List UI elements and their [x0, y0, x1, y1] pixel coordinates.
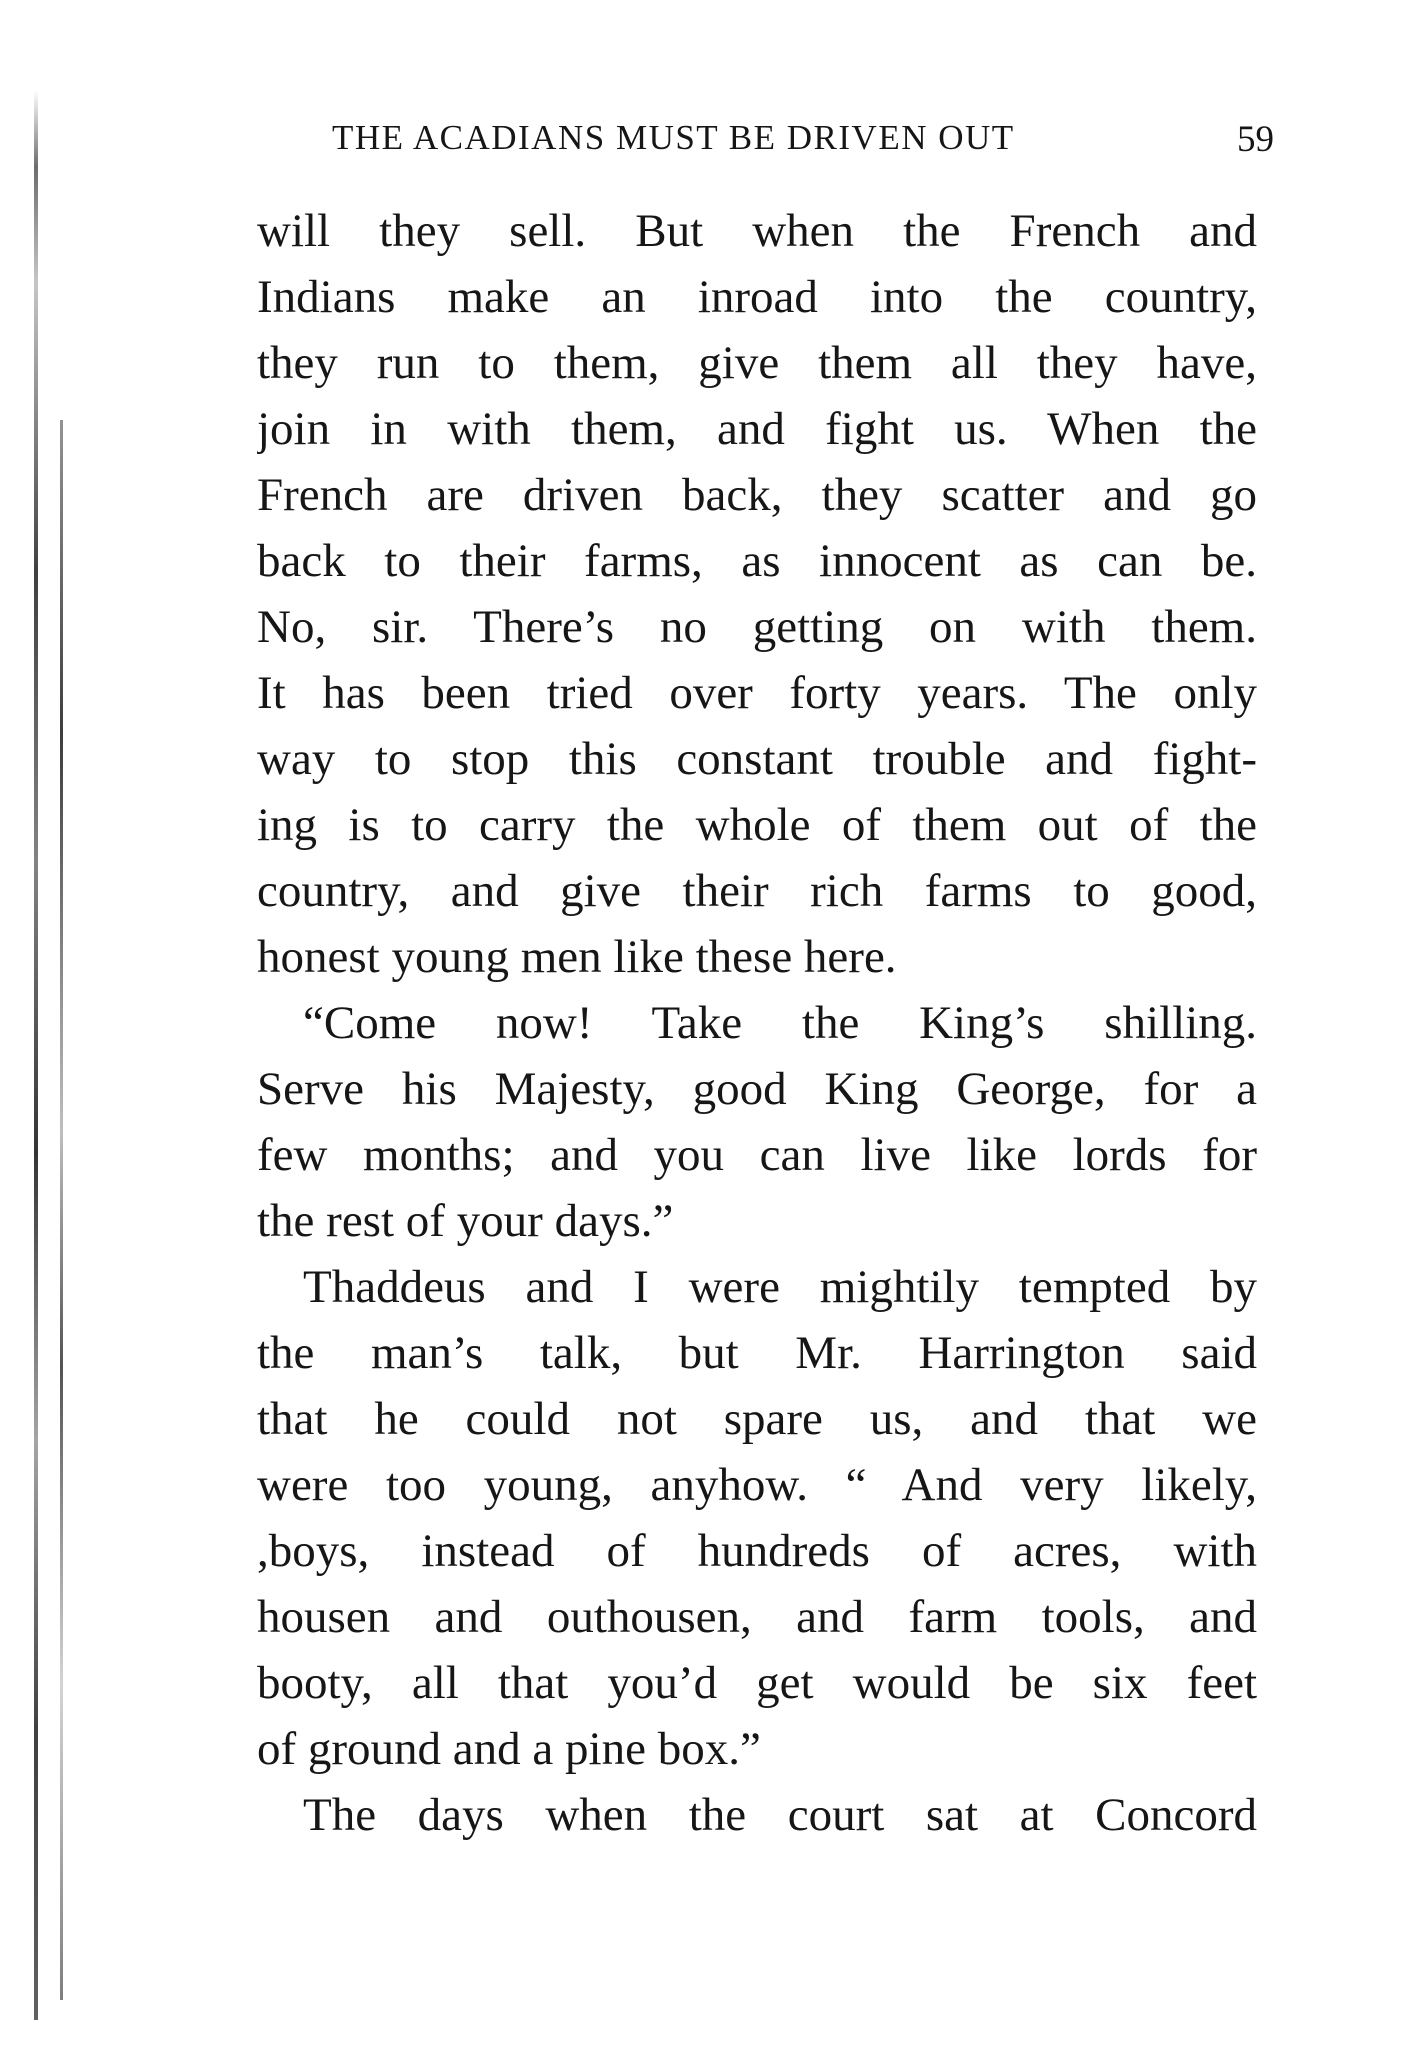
text-line: No, sir. There’s no getting on with them. — [257, 601, 1257, 653]
text-line: Serve his Majesty, good King George, for a — [257, 1063, 1257, 1115]
text-line: Indians make an inroad into the country, — [257, 271, 1257, 323]
text-line: that he could not spare us, and that we — [257, 1393, 1257, 1445]
text-line: way to stop this constant trouble and fight- — [257, 733, 1257, 785]
running-title: THE ACADIANS MUST BE DRIVEN OUT — [332, 118, 1015, 157]
text-line: few months; and you can live like lords for — [257, 1129, 1257, 1181]
text-line: The days when the court sat at Concord — [303, 1789, 1257, 1841]
page-number: 59 — [1237, 119, 1274, 160]
text-line: join in with them, and fight us. When the — [257, 403, 1257, 455]
text-line: country, and give their rich farms to good, — [257, 865, 1257, 917]
binding-shadow-inner — [60, 420, 63, 2000]
text-line: they run to them, give them all they have, — [257, 337, 1257, 389]
text-line: housen and outhousen, and farm tools, and — [257, 1591, 1257, 1643]
text-line: “Come now! Take the King’s shilling. — [303, 997, 1257, 1049]
text-line: of ground and a pine box.” — [257, 1723, 761, 1775]
binding-shadow — [34, 90, 38, 2020]
text-line: honest young men like these here. — [257, 931, 897, 983]
text-line: booty, all that you’d get would be six feet — [257, 1657, 1257, 1709]
text-line: ing is to carry the whole of them out of the — [257, 799, 1257, 851]
text-line: Thaddeus and I were mightily tempted by — [303, 1261, 1257, 1313]
text-line: the rest of your days.” — [257, 1195, 674, 1247]
text-line: French are driven back, they scatter and go — [257, 469, 1257, 521]
text-line: back to their farms, as innocent as can be. — [257, 535, 1257, 587]
text-line: will they sell. But when the French and — [257, 205, 1257, 257]
text-line: the man’s talk, but Mr. Harrington said — [257, 1327, 1257, 1379]
running-head — [332, 112, 1274, 164]
text-line: ,boys, instead of hundreds of acres, with — [257, 1525, 1257, 1577]
body-text — [257, 198, 1257, 1848]
text-line: were too young, anyhow. “ And very likely, — [257, 1459, 1257, 1511]
text-line: It has been tried over forty years. The only — [257, 667, 1257, 719]
